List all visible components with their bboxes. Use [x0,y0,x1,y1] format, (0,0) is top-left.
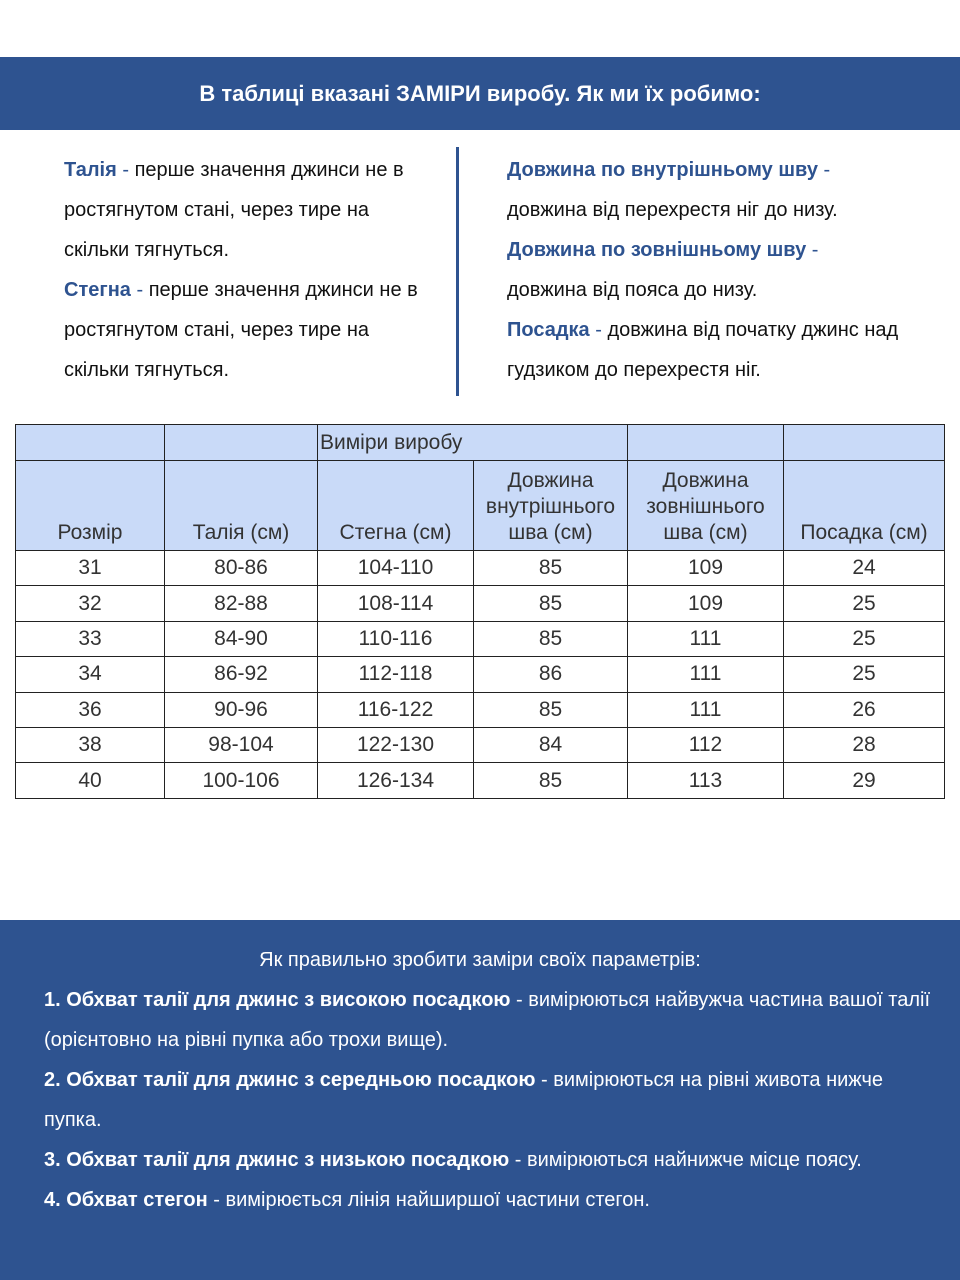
table-header-cell [784,425,945,461]
definition-separator: - [589,319,608,341]
definition-text: довжина від перехрестя ніг до низу. [507,199,838,221]
header-banner [0,57,960,130]
instructions-panel [0,920,960,1280]
table-header-cell [16,425,165,461]
table-cell: 29 [784,763,945,798]
table-row [16,692,945,727]
table-cell: 85 [474,763,628,798]
instructions-list [44,980,934,1220]
table-cell: 108-114 [318,586,474,621]
instruction-step-text: - вимірюються найвужча частина вашої талії (орієнтовно на рівні пупка або трохи вище). [44,989,931,1051]
table-cell: 84-90 [165,621,318,656]
instruction-step [44,980,934,1060]
column-header-rise: Посадка (см) [784,461,945,551]
table-cell: 32 [16,586,165,621]
definition-separator: - [130,279,149,301]
definition-term: Довжина по зовнішньому шву [507,239,807,261]
table-title: Виміри виробу [318,425,628,461]
table-title-row [16,425,945,461]
table-cell: 84 [474,727,628,762]
table-cell: 86-92 [165,657,318,692]
column-divider [456,147,459,396]
table-cell: 109 [628,586,784,621]
table-cell: 28 [784,727,945,762]
table-cell: 38 [16,727,165,762]
table-header-row [16,461,945,551]
header-title: В таблиці вказані ЗАМІРИ виробу. Як ми їх робимо: [199,80,761,106]
table-row [16,657,945,692]
definitions-right [507,150,937,390]
table-cell: 111 [628,657,784,692]
column-header-outseam: Довжина зовнішнього шва (см) [628,461,784,551]
definition-term: Посадка [507,319,590,341]
definition-separator: - [817,159,831,181]
table-cell: 25 [784,657,945,692]
table-row [16,551,945,586]
table-cell: 80-86 [165,551,318,586]
instruction-step-text: - вимірюються найнижче місце поясу. [509,1149,862,1171]
definition-outseam [507,230,937,310]
table-cell: 25 [784,586,945,621]
definition-hips [64,270,436,390]
table-row [16,763,945,798]
column-header-hips: Стегна (см) [318,461,474,551]
table-cell: 36 [16,692,165,727]
definitions-left [64,150,436,390]
table-cell: 85 [474,551,628,586]
table-cell: 24 [784,551,945,586]
table-cell: 104-110 [318,551,474,586]
table-cell: 40 [16,763,165,798]
column-header-waist: Талія (см) [165,461,318,551]
table-cell: 26 [784,692,945,727]
definition-text: перше значення джинси не в ростягнутом стані, через тире на скільки тягнуться. [64,159,404,261]
instruction-step-heading: 2. Обхват талії для джинс з середньою посадкою [44,1069,536,1091]
instruction-step [44,1060,934,1140]
table-cell: 25 [784,621,945,656]
definition-term: Талія [64,159,117,181]
definition-separator: - [806,239,819,261]
column-header-inseam: Довжина внутрішнього шва (см) [474,461,628,551]
instruction-step [44,1180,934,1220]
definition-inseam [507,150,937,230]
table-cell: 122-130 [318,727,474,762]
definition-rise [507,310,937,390]
instructions-title: Як правильно зробити заміри своїх параметрів: [259,949,701,971]
definition-term: Стегна [64,279,131,301]
table-cell: 113 [628,763,784,798]
table-cell: 34 [16,657,165,692]
table-cell: 109 [628,551,784,586]
table-cell: 33 [16,621,165,656]
column-header-size: Розмір [16,461,165,551]
table-cell: 112-118 [318,657,474,692]
table-cell: 112 [628,727,784,762]
table-cell: 85 [474,692,628,727]
table-header-cell [165,425,318,461]
definition-text: довжина від пояса до низу. [507,279,758,301]
table-row [16,727,945,762]
table-cell: 86 [474,657,628,692]
instruction-step-heading: 3. Обхват талії для джинс з низькою посадкою [44,1149,510,1171]
table-cell: 82-88 [165,586,318,621]
table-cell: 126-134 [318,763,474,798]
instruction-step [44,1140,934,1180]
table-cell: 111 [628,621,784,656]
definition-text: довжина від початку джинс над гудзиком до перехрестя ніг. [507,319,899,381]
instruction-step-text: - вимірюється лінія найширшої частини стегон. [207,1189,650,1211]
table-cell: 85 [474,621,628,656]
table-row [16,586,945,621]
table-row [16,621,945,656]
definition-text: перше значення джинси не в ростягнутом стані, через тире на скільки тягнуться. [64,279,418,381]
table-cell: 110-116 [318,621,474,656]
table-header-cell [628,425,784,461]
instruction-step-heading: 4. Обхват стегон [44,1189,208,1211]
definition-separator: - [116,159,135,181]
table-cell: 85 [474,586,628,621]
table-cell: 100-106 [165,763,318,798]
size-table [15,424,945,799]
definition-waist [64,150,436,270]
definition-term: Довжина по внутрішньому шву [507,159,818,181]
table-cell: 116-122 [318,692,474,727]
table-cell: 31 [16,551,165,586]
table-cell: 111 [628,692,784,727]
table-cell: 98-104 [165,727,318,762]
instruction-step-heading: 1. Обхват талії для джинс з високою посадкою [44,989,511,1011]
instruction-step-text: - вимірюються на рівні живота нижче пупка. [44,1069,884,1131]
table-cell: 90-96 [165,692,318,727]
